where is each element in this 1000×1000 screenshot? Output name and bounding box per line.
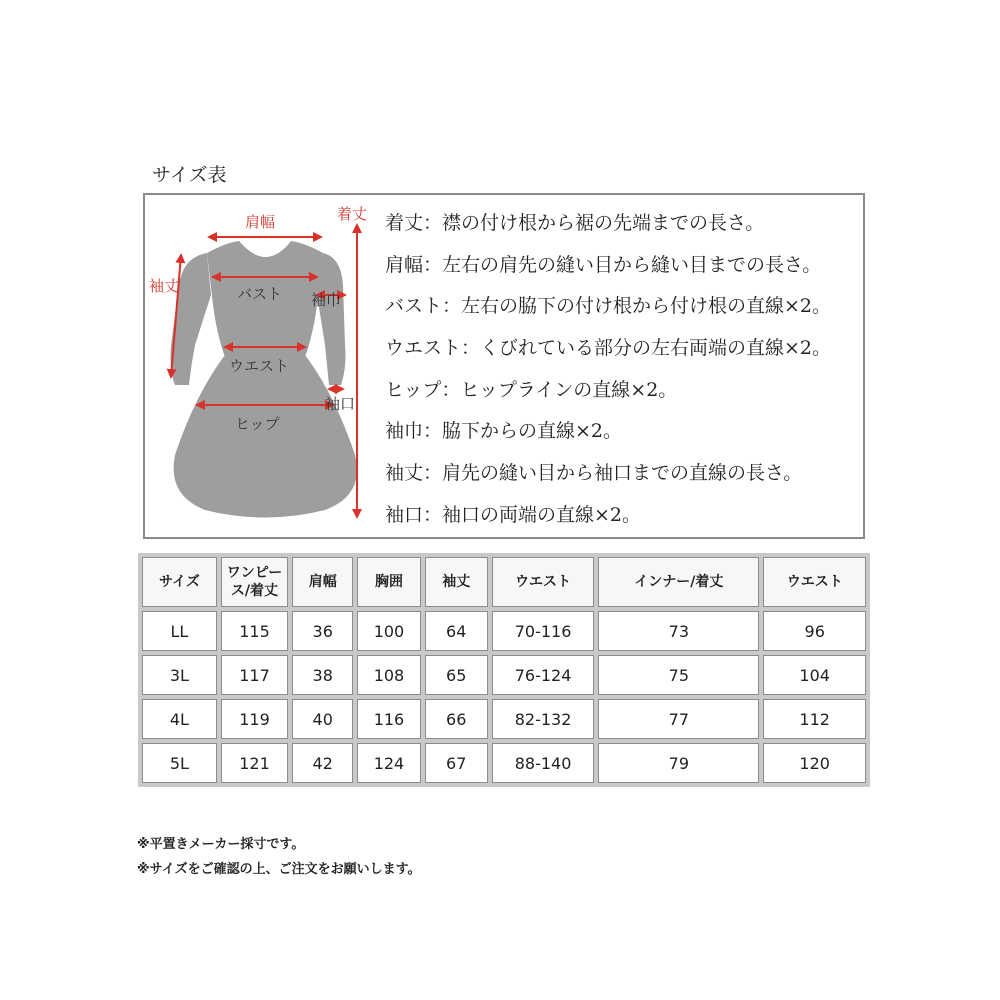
header-dress-length: ワンピース/着丈 [221,557,288,607]
dress-silhouette [171,241,358,518]
desc-cuff: 袖口：袖口の両端の直線×2。 [385,503,642,526]
desc-hip: ヒップ：ヒップラインの直線×2。 [385,378,678,401]
sleeve-length-label: 袖丈 [149,277,180,295]
cell-waist: 76-124 [492,655,595,695]
cell-shoulder: 38 [292,655,353,695]
desc-shoulder: 肩幅：左右の肩先の縫い目から縫い目までの長さ。 [385,253,822,276]
cuff-label: 袖口 [325,395,356,413]
table-row [142,655,866,695]
cell-dress-length: 121 [221,743,288,783]
cell-dress-length: 119 [221,699,288,739]
cell-size: 3L [142,655,217,695]
page-title: サイズ表 [152,164,227,186]
cell-inner-length: 73 [598,611,759,651]
header-chest: 胸囲 [357,557,420,607]
desc-sleeve-length: 袖丈：肩先の縫い目から袖口までの直線の長さ。 [385,462,803,485]
header-inner-waist: ウエスト [763,557,866,607]
cell-inner-waist: 112 [763,699,866,739]
cell-inner-waist: 96 [763,611,866,651]
cell-waist: 88-140 [492,743,595,783]
size-table [138,553,870,787]
cell-inner-length: 79 [598,743,759,783]
cell-shoulder: 36 [292,611,353,651]
cell-waist: 82-132 [492,699,595,739]
desc-length: 着丈：襟の付け根から裾の先端までの長さ。 [385,212,765,234]
table-row [142,743,866,783]
cell-shoulder: 40 [292,699,353,739]
table-row [142,611,866,651]
measurement-descriptions [385,203,831,537]
cell-shoulder: 42 [292,743,353,783]
cell-inner-length: 75 [598,655,759,695]
shoulder-label: 肩幅 [245,213,276,231]
desc-sleeve-width: 袖巾：脇下からの直線×2。 [385,420,623,443]
cell-inner-waist: 104 [763,655,866,695]
cell-sleeve: 65 [425,655,488,695]
cell-dress-length: 115 [221,611,288,651]
desc-waist: ウエスト：くびれている部分の左右両端の直線×2。 [385,337,832,360]
cell-chest: 124 [357,743,420,783]
cell-inner-waist: 120 [763,743,866,783]
length-label: 着丈 [337,205,368,223]
cell-size: 5L [142,743,217,783]
hip-label: ヒップ [235,415,280,433]
dress-diagram [145,195,385,537]
size-diagram-panel [143,193,865,539]
sleeve-width-label: 袖巾 [311,291,342,309]
bust-label: バスト [237,285,283,303]
cell-size: LL [142,611,217,651]
cell-sleeve: 64 [425,611,488,651]
size-table-wrap [138,553,870,787]
header-shoulder: 肩幅 [292,557,353,607]
cell-dress-length: 117 [221,655,288,695]
waist-label: ウエスト [229,357,290,375]
header-size: サイズ [142,557,217,607]
cell-sleeve: 66 [425,699,488,739]
desc-bust: バスト：左右の脇下の付け根から付け根の直線×2。 [385,295,832,318]
table-header-row [142,557,866,607]
header-waist: ウエスト [492,557,595,607]
header-inner-length: インナー/着丈 [598,557,759,607]
notes [137,832,421,882]
cell-chest: 116 [357,699,420,739]
note-item: ※サイズをご確認の上、ご注文をお願いします。 [137,862,421,877]
note-item: ※平置きメーカー採寸です。 [137,837,305,852]
cell-inner-length: 77 [598,699,759,739]
cell-sleeve: 67 [425,743,488,783]
table-row [142,699,866,739]
header-sleeve: 袖丈 [425,557,488,607]
cell-waist: 70-116 [492,611,595,651]
cell-chest: 108 [357,655,420,695]
cell-chest: 100 [357,611,420,651]
cell-size: 4L [142,699,217,739]
